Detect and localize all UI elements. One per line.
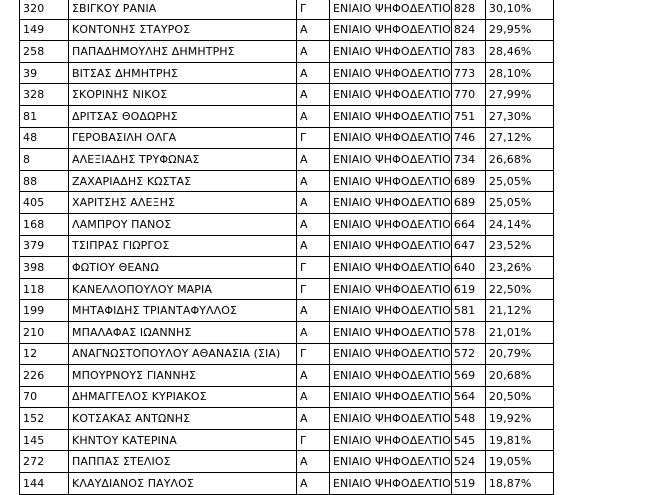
category-cell: Α — [297, 451, 330, 473]
category-cell: Α — [297, 170, 330, 192]
candidate-name-cell: ΣΚΟΡΙΝΗΣ ΝΙΚΟΣ — [69, 84, 297, 106]
category-cell: Γ — [297, 0, 330, 19]
table-row — [20, 41, 554, 63]
percentage-cell: 27,30% — [485, 105, 553, 127]
candidate-name-cell: ΣΒΙΓΚΟΥ ΡΑΝΙΑ — [69, 0, 297, 19]
candidate-number-cell: 379 — [20, 235, 69, 257]
percentage-cell: 24,14% — [485, 213, 553, 235]
category-cell: Α — [297, 84, 330, 106]
votes-cell: 647 — [451, 235, 485, 257]
candidate-name-cell: ΜΠΟΥΡΝΟΥΣ ΓΙΑΝΝΗΣ — [69, 365, 297, 387]
candidate-number-cell: 12 — [20, 343, 69, 365]
candidate-name-cell: ΚΛΑΥΔΙΑΝΟΣ ΠΑΥΛΟΣ — [69, 473, 297, 495]
percentage-cell: 23,26% — [485, 257, 553, 279]
votes-cell: 824 — [451, 19, 485, 41]
votes-cell: 581 — [451, 300, 485, 322]
results-table-body — [20, 0, 554, 494]
percentage-cell: 18,87% — [485, 473, 553, 495]
candidate-name-cell: ΜΗΤΑΦΙΔΗΣ ΤΡΙΑΝΤΑΦΥΛΛΟΣ — [69, 300, 297, 322]
percentage-cell: 19,05% — [485, 451, 553, 473]
votes-cell: 640 — [451, 257, 485, 279]
percentage-cell: 20,68% — [485, 365, 553, 387]
ballot-type-cell: ΕΝΙΑΙΟ ΨΗΦΟΔΕΛΤΙΟ — [330, 0, 452, 19]
votes-cell: 773 — [451, 62, 485, 84]
candidate-number-cell: 210 — [20, 321, 69, 343]
ballot-type-cell: ΕΝΙΑΙΟ ΨΗΦΟΔΕΛΤΙΟ — [330, 321, 452, 343]
table-row — [20, 192, 554, 214]
percentage-cell: 21,01% — [485, 321, 553, 343]
ballot-type-cell: ΕΝΙΑΙΟ ΨΗΦΟΔΕΛΤΙΟ — [330, 192, 452, 214]
table-row — [20, 170, 554, 192]
candidate-number-cell: 226 — [20, 365, 69, 387]
candidate-name-cell: ΚΟΝΤΟΝΗΣ ΣΤΑΥΡΟΣ — [69, 19, 297, 41]
category-cell: Γ — [297, 278, 330, 300]
candidate-number-cell: 398 — [20, 257, 69, 279]
candidate-name-cell: ΖΑΧΑΡΙΑΔΗΣ ΚΩΣΤΑΣ — [69, 170, 297, 192]
category-cell: Α — [297, 235, 330, 257]
table-row — [20, 213, 554, 235]
candidate-name-cell: ΚΑΝΕΛΛΟΠΟΥΛΟΥ ΜΑΡΙΑ — [69, 278, 297, 300]
percentage-cell: 25,05% — [485, 170, 553, 192]
candidate-name-cell: ΤΣΙΠΡΑΣ ΓΙΩΡΓΟΣ — [69, 235, 297, 257]
table-row — [20, 257, 554, 279]
category-cell: Α — [297, 62, 330, 84]
ballot-type-cell: ΕΝΙΑΙΟ ΨΗΦΟΔΕΛΤΙΟ — [330, 473, 452, 495]
table-row — [20, 365, 554, 387]
table-row — [20, 408, 554, 430]
category-cell: Γ — [297, 343, 330, 365]
category-cell: Α — [297, 192, 330, 214]
category-cell: Α — [297, 408, 330, 430]
votes-cell: 689 — [451, 192, 485, 214]
candidate-name-cell: ΔΡΙΤΣΑΣ ΘΟΔΩΡΗΣ — [69, 105, 297, 127]
table-row — [20, 0, 554, 19]
ballot-type-cell: ΕΝΙΑΙΟ ΨΗΦΟΔΕΛΤΙΟ — [330, 451, 452, 473]
votes-cell: 828 — [451, 0, 485, 19]
percentage-cell: 26,68% — [485, 149, 553, 171]
ballot-type-cell: ΕΝΙΑΙΟ ΨΗΦΟΔΕΛΤΙΟ — [330, 149, 452, 171]
ballot-type-cell: ΕΝΙΑΙΟ ΨΗΦΟΔΕΛΤΙΟ — [330, 300, 452, 322]
percentage-cell: 27,99% — [485, 84, 553, 106]
candidate-name-cell: ΛΑΜΠΡΟΥ ΠΑΝΟΣ — [69, 213, 297, 235]
candidate-number-cell: 88 — [20, 170, 69, 192]
category-cell: Α — [297, 105, 330, 127]
candidate-name-cell: ΠΑΠΠΑΣ ΣΤΕΛΙΟΣ — [69, 451, 297, 473]
table-row — [20, 105, 554, 127]
table-row — [20, 429, 554, 451]
candidate-number-cell: 8 — [20, 149, 69, 171]
votes-cell: 783 — [451, 41, 485, 63]
candidate-number-cell: 144 — [20, 473, 69, 495]
ballot-type-cell: ΕΝΙΑΙΟ ΨΗΦΟΔΕΛΤΙΟ — [330, 429, 452, 451]
category-cell: Α — [297, 473, 330, 495]
table-row — [20, 386, 554, 408]
category-cell: Α — [297, 19, 330, 41]
candidate-number-cell: 39 — [20, 62, 69, 84]
category-cell: Α — [297, 149, 330, 171]
candidate-number-cell: 258 — [20, 41, 69, 63]
ballot-type-cell: ΕΝΙΑΙΟ ΨΗΦΟΔΕΛΤΙΟ — [330, 41, 452, 63]
percentage-cell: 20,79% — [485, 343, 553, 365]
candidate-number-cell: 81 — [20, 105, 69, 127]
votes-cell: 524 — [451, 451, 485, 473]
candidate-name-cell: ΔΗΜΑΓΓΕΛΟΣ ΚΥΡΙΑΚΟΣ — [69, 386, 297, 408]
percentage-cell: 27,12% — [485, 127, 553, 149]
category-cell: Α — [297, 321, 330, 343]
candidate-number-cell: 152 — [20, 408, 69, 430]
category-cell: Α — [297, 213, 330, 235]
candidate-name-cell: ΑΛΕΞΙΑΔΗΣ ΤΡΥΦΩΝΑΣ — [69, 149, 297, 171]
results-table — [19, 0, 554, 495]
votes-cell: 734 — [451, 149, 485, 171]
votes-cell: 572 — [451, 343, 485, 365]
ballot-type-cell: ΕΝΙΑΙΟ ΨΗΦΟΔΕΛΤΙΟ — [330, 365, 452, 387]
category-cell: Γ — [297, 429, 330, 451]
votes-cell: 689 — [451, 170, 485, 192]
table-row — [20, 235, 554, 257]
votes-cell: 519 — [451, 473, 485, 495]
candidate-name-cell: ΧΑΡΙΤΣΗΣ ΑΛΕΞΗΣ — [69, 192, 297, 214]
category-cell: Γ — [297, 127, 330, 149]
ballot-type-cell: ΕΝΙΑΙΟ ΨΗΦΟΔΕΛΤΙΟ — [330, 235, 452, 257]
percentage-cell: 30,10% — [485, 0, 553, 19]
votes-cell: 545 — [451, 429, 485, 451]
votes-cell: 548 — [451, 408, 485, 430]
votes-cell: 751 — [451, 105, 485, 127]
percentage-cell: 19,81% — [485, 429, 553, 451]
votes-cell: 564 — [451, 386, 485, 408]
ballot-type-cell: ΕΝΙΑΙΟ ΨΗΦΟΔΕΛΤΙΟ — [330, 19, 452, 41]
percentage-cell: 28,10% — [485, 62, 553, 84]
category-cell: Γ — [297, 257, 330, 279]
votes-cell: 746 — [451, 127, 485, 149]
ballot-type-cell: ΕΝΙΑΙΟ ΨΗΦΟΔΕΛΤΙΟ — [330, 213, 452, 235]
percentage-cell: 28,46% — [485, 41, 553, 63]
votes-cell: 619 — [451, 278, 485, 300]
table-row — [20, 149, 554, 171]
category-cell: Α — [297, 300, 330, 322]
candidate-name-cell: ΒΙΤΣΑΣ ΔΗΜΗΤΡΗΣ — [69, 62, 297, 84]
candidate-name-cell: ΚΗΝΤΟΥ ΚΑΤΕΡΙΝΑ — [69, 429, 297, 451]
candidate-number-cell: 199 — [20, 300, 69, 322]
ballot-type-cell: ΕΝΙΑΙΟ ΨΗΦΟΔΕΛΤΙΟ — [330, 105, 452, 127]
table-row — [20, 278, 554, 300]
candidate-number-cell: 328 — [20, 84, 69, 106]
category-cell: Α — [297, 41, 330, 63]
ballot-type-cell: ΕΝΙΑΙΟ ΨΗΦΟΔΕΛΤΙΟ — [330, 343, 452, 365]
table-row — [20, 19, 554, 41]
candidate-name-cell: ΑΝΑΓΝΩΣΤΟΠΟΥΛΟΥ ΑΘΑΝΑΣΙΑ (ΣΙΑ) — [69, 343, 297, 365]
votes-cell: 569 — [451, 365, 485, 387]
ballot-type-cell: ΕΝΙΑΙΟ ΨΗΦΟΔΕΛΤΙΟ — [330, 62, 452, 84]
table-row — [20, 343, 554, 365]
ballot-type-cell: ΕΝΙΑΙΟ ΨΗΦΟΔΕΛΤΙΟ — [330, 386, 452, 408]
candidate-number-cell: 405 — [20, 192, 69, 214]
percentage-cell: 19,92% — [485, 408, 553, 430]
votes-cell: 664 — [451, 213, 485, 235]
candidate-number-cell: 145 — [20, 429, 69, 451]
candidate-name-cell: ΦΩΤΙΟΥ ΘΕΑΝΩ — [69, 257, 297, 279]
percentage-cell: 29,95% — [485, 19, 553, 41]
candidate-number-cell: 320 — [20, 0, 69, 19]
table-row — [20, 62, 554, 84]
votes-cell: 770 — [451, 84, 485, 106]
percentage-cell: 23,52% — [485, 235, 553, 257]
percentage-cell: 20,50% — [485, 386, 553, 408]
candidate-number-cell: 70 — [20, 386, 69, 408]
candidate-number-cell: 149 — [20, 19, 69, 41]
candidate-number-cell: 168 — [20, 213, 69, 235]
candidate-name-cell: ΜΠΑΛΑΦΑΣ ΙΩΑΝΝΗΣ — [69, 321, 297, 343]
ballot-type-cell: ΕΝΙΑΙΟ ΨΗΦΟΔΕΛΤΙΟ — [330, 408, 452, 430]
table-row — [20, 451, 554, 473]
candidate-name-cell: ΠΑΠΑΔΗΜΟΥΛΗΣ ΔΗΜΗΤΡΗΣ — [69, 41, 297, 63]
candidate-name-cell: ΓΕΡΟΒΑΣΙΛΗ ΟΛΓΑ — [69, 127, 297, 149]
category-cell: Α — [297, 386, 330, 408]
table-row — [20, 321, 554, 343]
ballot-type-cell: ΕΝΙΑΙΟ ΨΗΦΟΔΕΛΤΙΟ — [330, 170, 452, 192]
ballot-type-cell: ΕΝΙΑΙΟ ΨΗΦΟΔΕΛΤΙΟ — [330, 84, 452, 106]
ballot-type-cell: ΕΝΙΑΙΟ ΨΗΦΟΔΕΛΤΙΟ — [330, 127, 452, 149]
candidate-number-cell: 118 — [20, 278, 69, 300]
table-row — [20, 473, 554, 495]
candidate-number-cell: 48 — [20, 127, 69, 149]
votes-cell: 578 — [451, 321, 485, 343]
category-cell: Α — [297, 365, 330, 387]
table-row — [20, 300, 554, 322]
percentage-cell: 21,12% — [485, 300, 553, 322]
candidate-number-cell: 272 — [20, 451, 69, 473]
table-row — [20, 84, 554, 106]
percentage-cell: 22,50% — [485, 278, 553, 300]
candidate-name-cell: ΚΟΤΣΑΚΑΣ ΑΝΤΩΝΗΣ — [69, 408, 297, 430]
percentage-cell: 25,05% — [485, 192, 553, 214]
table-row — [20, 127, 554, 149]
ballot-type-cell: ΕΝΙΑΙΟ ΨΗΦΟΔΕΛΤΙΟ — [330, 278, 452, 300]
ballot-type-cell: ΕΝΙΑΙΟ ΨΗΦΟΔΕΛΤΙΟ — [330, 257, 452, 279]
